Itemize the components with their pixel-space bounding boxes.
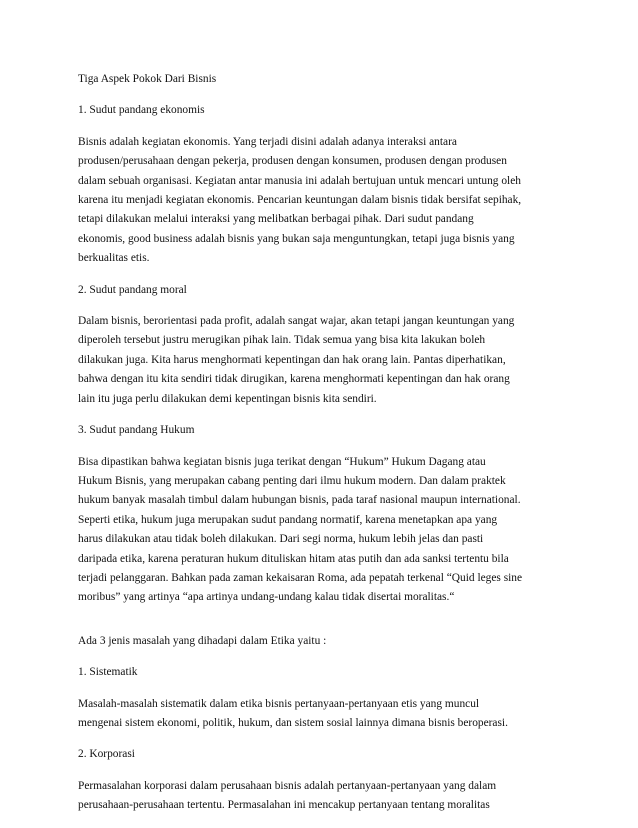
- paragraph-line: moribus” yang artinya “apa artinya undang-undang kalau tidak disertai moralitas.“: [78, 591, 455, 604]
- paragraph-line: daripada etika, karena peraturan hukum dituliskan hitam atas putih dan ada sanksi tertentu bila: [78, 552, 509, 565]
- paragraph-line: Seperti etika, hukum juga merupakan sudut pandang normatif, karena menetapkan apa yang: [78, 513, 498, 526]
- intro-masalah-etika: Ada 3 jenis masalah yang dihadapi dalam Etika yaitu :: [78, 634, 327, 647]
- paragraph-line: perusahaan-perusahaan tertentu. Permasalahan ini mencakup pertanyaan tentang moralitas: [78, 799, 490, 812]
- paragraph-line: terjadi pelanggaran. Bahkan pada zaman kekaisaran Roma, ada pepatah terkenal “Quid leges sine: [78, 571, 523, 584]
- paragraph-line: Hukum Bisnis, yang merupakan cabang penting dari ilmu hukum modern. Dan dalam praktek: [78, 474, 506, 487]
- section-heading-moral: 2. Sudut pandang moral: [78, 283, 187, 296]
- item-heading-korporasi: 2. Korporasi: [78, 748, 135, 761]
- paragraph-line: Masalah-masalah sistematik dalam etika bisnis pertanyaan-pertanyaan etis yang muncul: [78, 697, 480, 710]
- paragraph-line: Permasalahan korporasi dalam perusahaan bisnis adalah pertanyaan-pertanyaan yang dalam: [78, 779, 497, 792]
- paragraph-line: tetapi dilakukan melalui interaksi yang melibatkan berbagai pihak. Dari sudut pandang: [78, 213, 474, 226]
- section-heading-ekonomis: 1. Sudut pandang ekonomis: [78, 104, 205, 117]
- section-heading-hukum: 3. Sudut pandang Hukum: [78, 424, 195, 437]
- section-paragraph-moral: [78, 312, 566, 409]
- paragraph-line: bahwa dengan itu kita sendiri tidak dirugikan, karena menghormati kepentingan dan hak orang: [78, 373, 510, 386]
- paragraph-line: dilakukan juga. Kita harus menghormati kepentingan dan hak orang lain. Pantas diperhatikan,: [78, 353, 506, 366]
- paragraph-line: hukum banyak masalah timbul dalam hubungan bisnis, pada taraf nasional maupun international.: [78, 494, 521, 507]
- paragraph-line: berkualitas etis.: [78, 252, 150, 265]
- paragraph-line: dalam sebuah organisasi. Kegiatan antar manusia ini adalah bertujuan untuk mencari untung oleh: [78, 174, 521, 187]
- item-paragraph-sistematik: [78, 695, 566, 734]
- document-body: [78, 70, 566, 828]
- item-heading-sistematik: 1. Sistematik: [78, 666, 138, 679]
- paragraph-line: lain itu juga perlu dilakukan demi kepentingan bisnis kita sendiri.: [78, 392, 377, 405]
- paragraph-line: Bisnis adalah kegiatan ekonomis. Yang terjadi disini adalah adanya interaksi antara: [78, 135, 457, 148]
- paragraph-line: produsen/perusahaan dengan pekerja, produsen dengan konsumen, produsen dengan produsen: [78, 155, 507, 168]
- paragraph-line: diperoleh tersebut justru merugikan pihak lain. Tidak semua yang bisa kita lakukan boleh: [78, 334, 486, 347]
- paragraph-line: mengenai sistem ekonomi, politik, hukum, dan sistem sosial lainnya dimana bisnis beroperasi.: [78, 716, 508, 729]
- paragraph-line: Dalam bisnis, berorientasi pada profit, adalah sangat wajar, akan tetapi jangan keuntungan yang: [78, 315, 515, 328]
- item-paragraph-korporasi: [78, 777, 566, 816]
- section-paragraph-ekonomis: [78, 133, 566, 269]
- paragraph-line: karena itu menjadi kegiatan ekonomis. Pencarian keuntungan dalam bisnis tidak bersifat sepihak,: [78, 194, 522, 207]
- paragraph-line: harus dilakukan atau tidak boleh dilakukan. Dari segi norma, hukum lebih jelas dan pasti: [78, 533, 484, 546]
- paragraph-line: ekonomis, good business adalah bisnis yang bukan saja menguntungkan, tetapi juga bisnis yang: [78, 232, 515, 245]
- document-title: Tiga Aspek Pokok Dari Bisnis: [78, 73, 217, 85]
- paragraph-line: Bisa dipastikan bahwa kegiatan bisnis juga terikat dengan “Hukum” Hukum Dagang atau: [78, 455, 486, 468]
- section-paragraph-hukum: [78, 453, 566, 608]
